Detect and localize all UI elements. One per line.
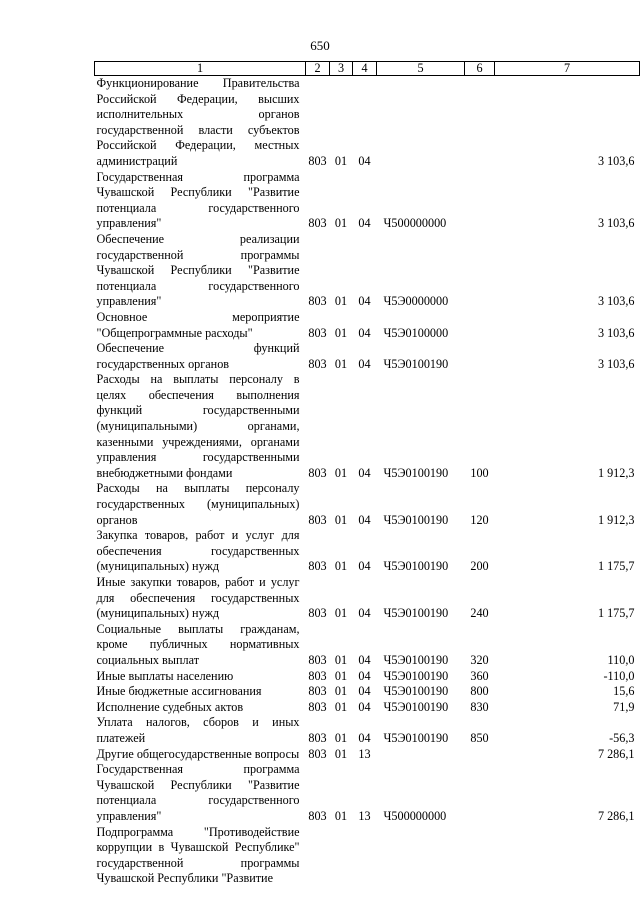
column-header: 4 [353,62,377,76]
subsection-code: 04 [358,465,371,480]
subsection-code: 04 [358,294,371,309]
table-row [95,170,640,232]
section-code: 01 [334,559,348,574]
column-header: 7 [495,62,640,76]
column-header: 2 [306,62,330,76]
target-article-code: Ч5Э0100190 [383,465,449,480]
department-code: 803 [308,325,327,340]
item-name: Уплата налогов, сборов и иных платежей [96,715,300,745]
item-name: Иные выплаты населению [96,668,234,683]
column-header: 5 [377,62,465,76]
subsection-code: 04 [358,559,371,574]
amount: 1 175,7 [597,559,635,574]
section-code: 01 [334,512,348,527]
item-name: Обеспечение реализации государственной программы Чувашской Республики "Развитие потенциала государственного управления" [96,231,300,309]
target-article-code: Ч5Э0100190 [383,652,449,667]
department-code: 803 [308,356,327,371]
table-header-row [95,62,640,76]
target-article-code: Ч5Э0000000 [383,294,449,309]
target-article-code: Ч5Э0100190 [383,356,449,371]
section-code: 01 [334,465,348,480]
amount: 3 103,6 [597,153,635,168]
expense-type-code: 240 [470,606,489,621]
subsection-code: 04 [358,512,371,527]
target-article-code: Ч5Э0100190 [383,699,449,714]
department-code: 803 [308,652,327,667]
target-article-code: Ч5Э0100190 [383,606,449,621]
page-number: 650 [310,38,330,53]
department-code: 803 [308,216,327,231]
subsection-code: 04 [358,668,371,683]
target-article-code: Ч5Э0100190 [383,668,449,683]
amount: 1 912,3 [597,465,635,480]
table-row [95,341,640,372]
section-code: 01 [334,216,348,231]
department-code: 803 [308,465,327,480]
section-code: 01 [334,668,348,683]
amount: -56,3 [609,730,635,745]
department-code: 803 [308,699,327,714]
amount: 110,0 [607,652,635,667]
table-row [95,622,640,669]
amount: 3 103,6 [597,325,635,340]
table-row [95,700,640,716]
department-code: 803 [308,684,327,699]
amount: 71,9 [613,699,635,714]
column-header: 3 [330,62,353,76]
expense-type-code [465,762,495,824]
expense-type-code: 360 [470,668,489,683]
department-code: 803 [308,559,327,574]
expense-type-code [465,170,495,232]
column-header: 1 [95,62,306,76]
department-code: 803 [308,512,327,527]
expense-type-code [465,825,495,887]
table-row [95,762,640,824]
item-name: Государственная программа Чувашской Республики "Развитие потенциала государственного управления" [96,169,300,231]
department-code: 803 [308,808,327,823]
section-code: 01 [334,652,348,667]
item-name: Социальные выплаты гражданам, кроме публичных нормативных социальных выплат [96,621,300,667]
subsection-code: 04 [358,356,371,371]
item-name: Обеспечение функций государственных органов [96,341,300,371]
table-row [95,747,640,763]
expense-type-code [465,232,495,310]
table-row [95,575,640,622]
subsection-code: 04 [358,652,371,667]
column-header: 6 [465,62,495,76]
expense-type-code: 320 [470,652,489,667]
amount: 3 103,6 [597,294,635,309]
amount [495,825,640,887]
subsection-code: 13 [358,746,371,761]
table-row [95,310,640,341]
expense-type-code [465,341,495,372]
department-code [306,825,330,887]
section-code: 01 [334,699,348,714]
section-code: 01 [334,606,348,621]
section-code: 01 [334,325,348,340]
item-name: Расходы на выплаты персоналу государственных (муниципальных) органов [96,481,300,527]
expense-type-code [465,747,495,763]
expense-type-code [465,76,495,170]
subsection-code: 04 [358,216,371,231]
amount: -110,0 [603,668,635,683]
section-code: 01 [334,356,348,371]
department-code: 803 [308,746,327,761]
item-name: Функционирование Правительства Российской Федерации, высших исполнительных органов государственной власти субъектов Российской Федерации, местных администраций [96,76,300,168]
target-article-code: Ч500000000 [383,216,447,231]
section-code: 01 [334,808,348,823]
expense-type-code: 800 [470,684,489,699]
expense-type-code: 120 [470,512,489,527]
table-row [95,669,640,685]
item-name: Государственная программа Чувашской Республики "Развитие потенциала государственного управления" [96,762,300,823]
subsection-code: 04 [358,606,371,621]
amount: 1 912,3 [597,512,635,527]
department-code: 803 [308,668,327,683]
item-name: Иные бюджетные ассигнования [96,684,262,699]
target-article-code: Ч5Э0100190 [383,730,449,745]
subsection-code: 04 [358,699,371,714]
subsection-code: 04 [358,730,371,745]
target-article-code: Ч500000000 [383,808,447,823]
subsection-code: 04 [358,325,371,340]
target-article-code: Ч5Э0100190 [383,512,449,527]
expense-type-code: 100 [470,465,489,480]
amount: 3 103,6 [597,356,635,371]
target-article-code: Ч5Э0100190 [383,684,449,699]
section-code [330,825,353,887]
table-row [95,528,640,575]
amount: 7 286,1 [597,746,635,761]
target-article-code [377,825,465,887]
table-row [95,232,640,310]
target-article-code: Ч5Э0100190 [383,559,449,574]
table-row [95,825,640,887]
item-name: Расходы на выплаты персоналу в целях обеспечения выполнения функций государственными (муниципальными) органами, казенными учреждениями, органами управления государственными внебюджетными фондами [96,372,300,480]
section-code: 01 [334,746,348,761]
section-code: 01 [334,153,348,168]
amount: 7 286,1 [597,808,635,823]
table-row [95,76,640,170]
department-code: 803 [308,294,327,309]
subsection-code: 13 [358,808,371,823]
table-row [95,715,640,746]
department-code: 803 [308,153,327,168]
target-article-code: Ч5Э0100000 [383,325,449,340]
item-name: Подпрограмма "Противодействие коррупции в Чувашской Республике" государственной программы Чувашской Республики "Развитие [96,824,300,886]
amount: 15,6 [613,684,635,699]
table-row [95,481,640,528]
item-name: Закупка товаров, работ и услуг для обеспечения государственных (муниципальных) нужд [96,528,300,574]
department-code: 803 [308,606,327,621]
target-article-code [377,747,465,763]
table-row [95,684,640,700]
section-code: 01 [334,294,348,309]
target-article-code [377,76,465,170]
subsection-code: 04 [358,684,371,699]
section-code: 01 [334,730,348,745]
section-code: 01 [334,684,348,699]
expense-type-code: 830 [470,699,489,714]
subsection-code [353,825,377,887]
budget-table [94,61,640,887]
amount: 1 175,7 [597,606,635,621]
department-code: 803 [308,730,327,745]
expense-type-code: 850 [470,730,489,745]
item-name: Другие общегосударственные вопросы [96,746,300,761]
item-name: Основное мероприятие "Общепрограммные расходы" [96,309,300,340]
item-name: Исполнение судебных актов [96,699,244,714]
item-name: Иные закупки товаров, работ и услуг для обеспечения государственных (муниципальных) нужд [96,575,300,621]
expense-type-code: 200 [470,559,489,574]
amount: 3 103,6 [597,216,635,231]
subsection-code: 04 [358,153,371,168]
expense-type-code [465,310,495,341]
table-row [95,372,640,481]
